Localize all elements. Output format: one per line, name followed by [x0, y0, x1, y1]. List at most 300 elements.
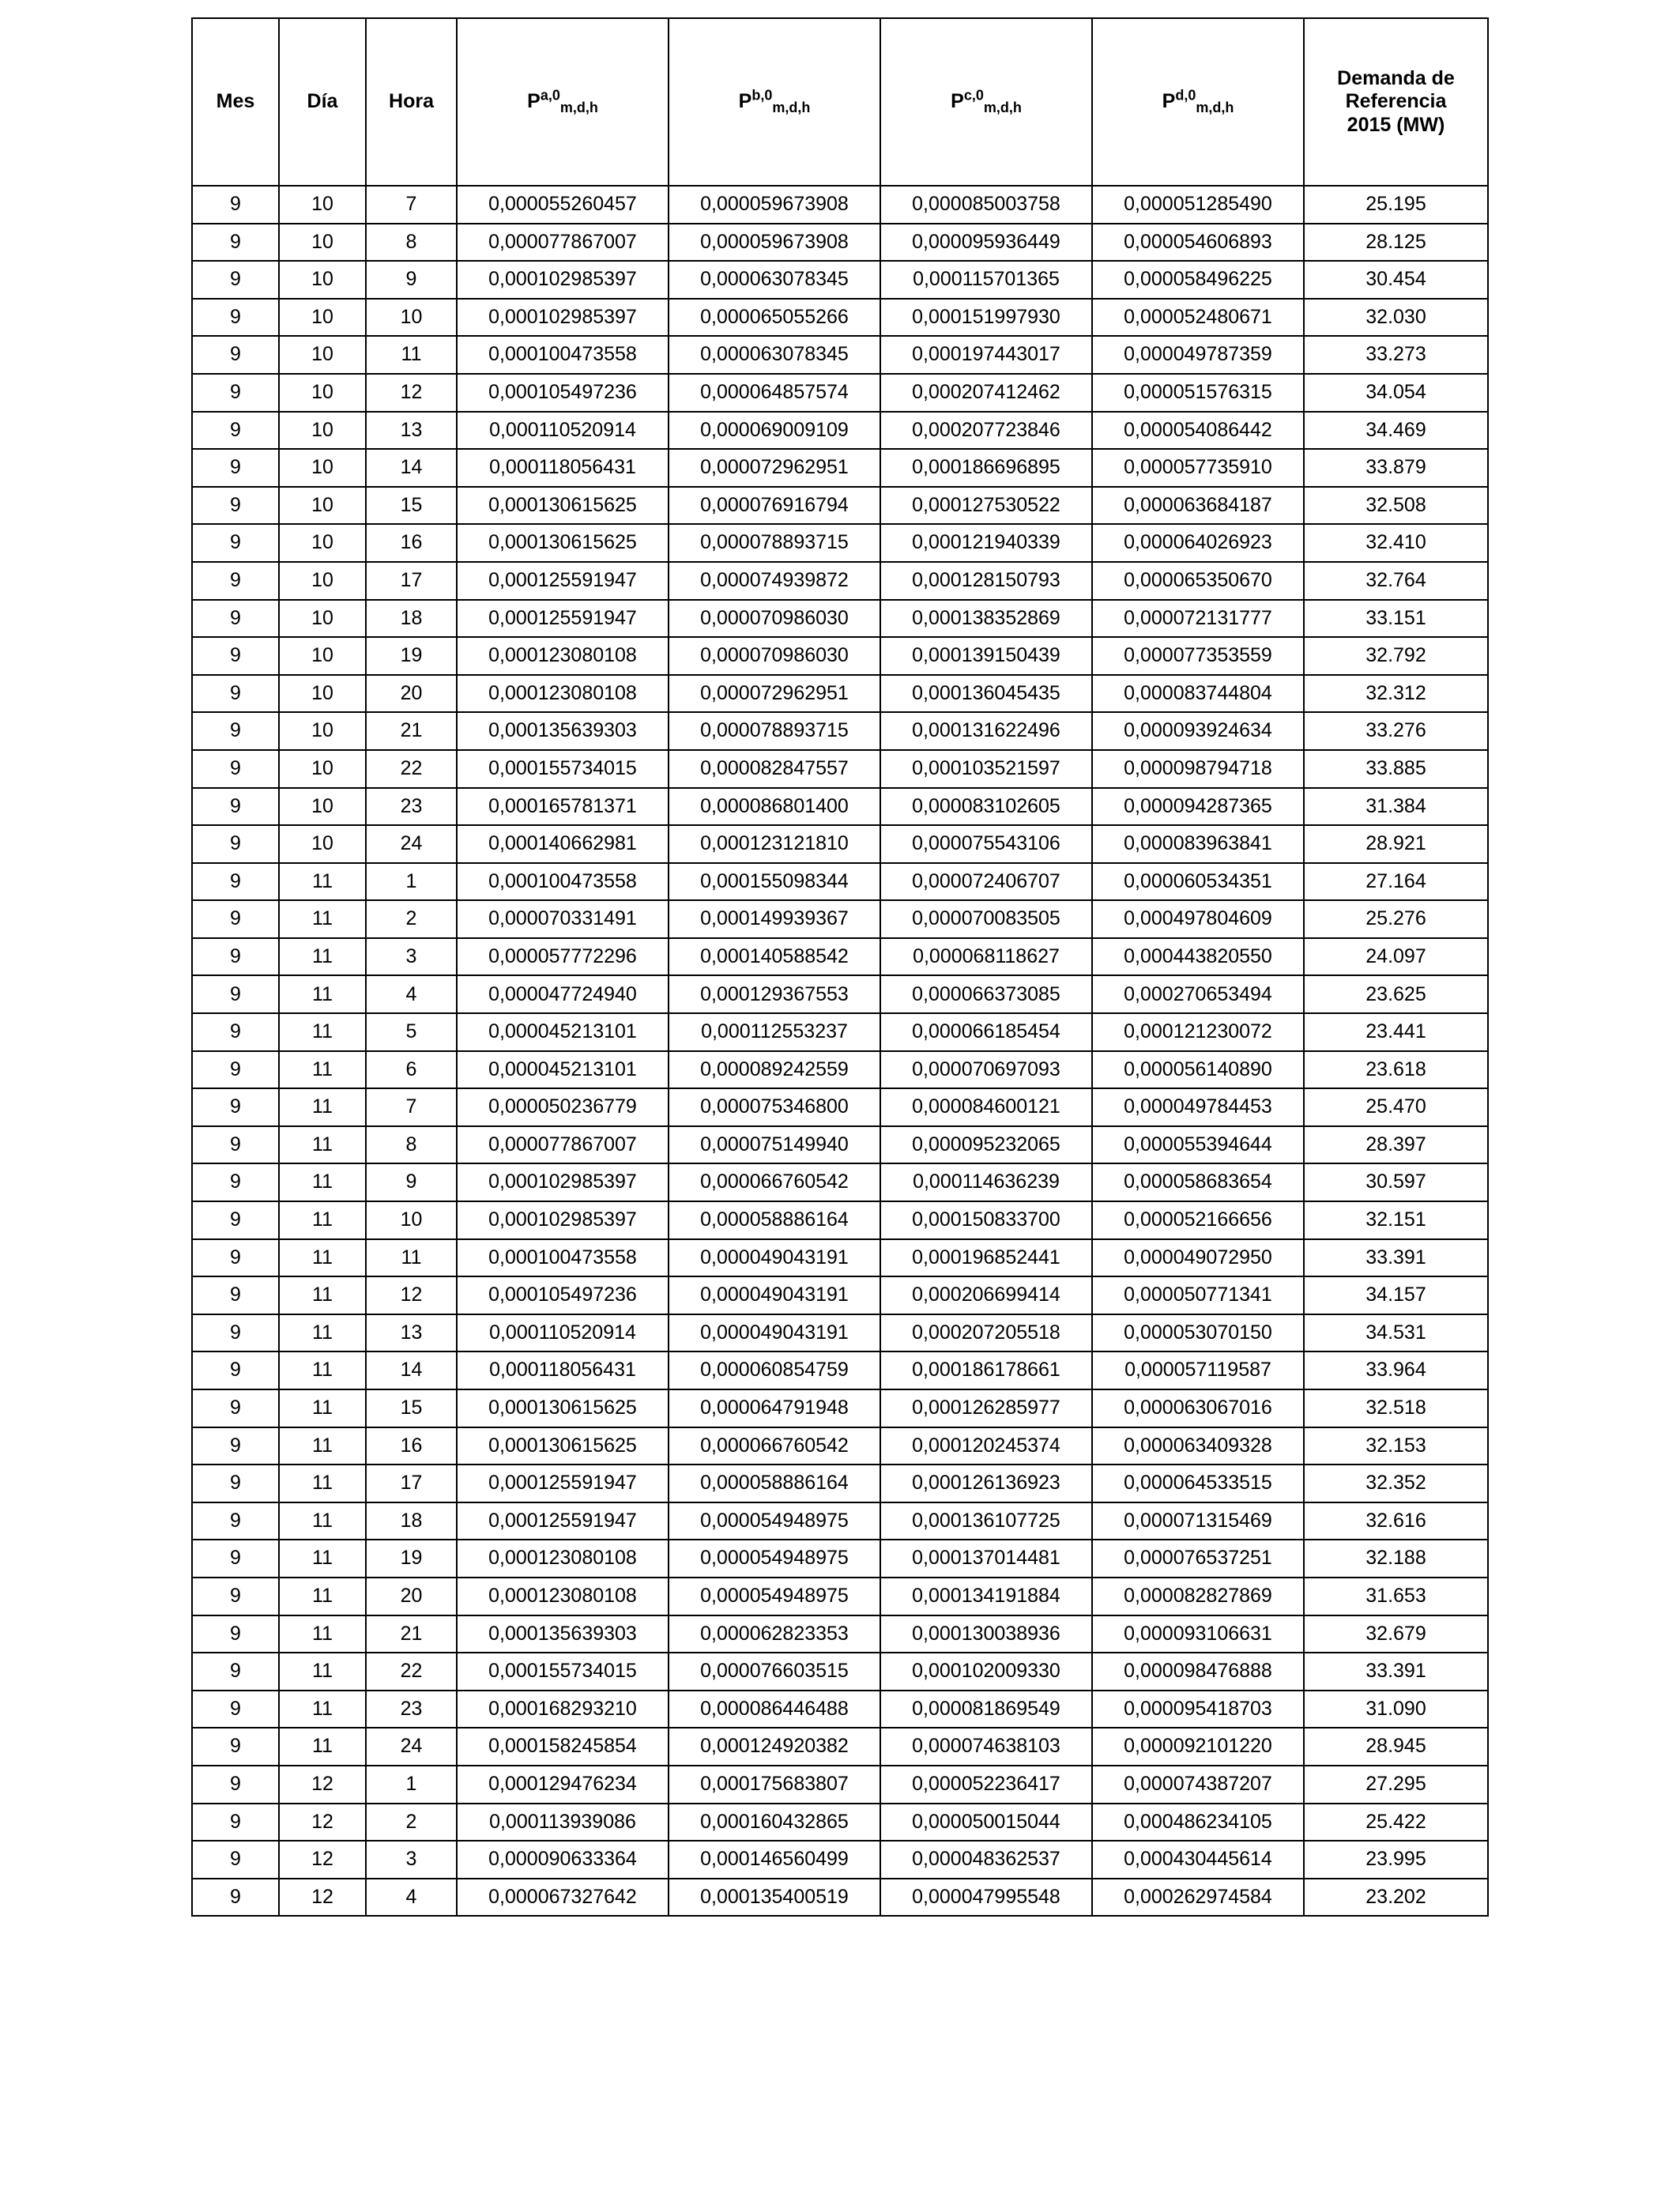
cell-pb: 0,000155098344 [669, 863, 880, 901]
cell-demanda: 33.151 [1304, 600, 1488, 638]
cell-pc: 0,000186696895 [880, 449, 1092, 487]
cell-hora: 2 [366, 1804, 457, 1842]
cell-demanda: 25.276 [1304, 900, 1488, 938]
cell-hora: 6 [366, 1051, 457, 1089]
table-row [192, 487, 1488, 525]
cell-hora: 7 [366, 186, 457, 224]
cell-pb: 0,000135400519 [669, 1879, 880, 1917]
table-row [192, 562, 1488, 600]
cell-demanda: 33.276 [1304, 712, 1488, 750]
table-row [192, 1540, 1488, 1578]
header-label-dia: Día [307, 90, 338, 113]
cell-pb: 0,000075346800 [669, 1088, 880, 1126]
cell-pa: 0,000168293210 [457, 1691, 669, 1728]
cell-pc: 0,000114636239 [880, 1163, 1092, 1201]
cell-hora: 19 [366, 1540, 457, 1578]
table-row [192, 1126, 1488, 1164]
cell-mes: 9 [192, 487, 279, 525]
cell-mes: 9 [192, 1013, 279, 1051]
column-header-mes [192, 18, 279, 186]
cell-mes: 9 [192, 750, 279, 788]
cell-pa: 0,000155734015 [457, 750, 669, 788]
cell-demanda: 23.202 [1304, 1879, 1488, 1917]
cell-mes: 9 [192, 1691, 279, 1728]
cell-pa: 0,000102985397 [457, 299, 669, 337]
cell-hora: 18 [366, 1502, 457, 1540]
cell-pd: 0,000054086442 [1092, 412, 1304, 450]
cell-pd: 0,000049072950 [1092, 1239, 1304, 1277]
cell-hora: 18 [366, 600, 457, 638]
table-row [192, 1465, 1488, 1502]
cell-hora: 4 [366, 975, 457, 1013]
cell-hora: 19 [366, 637, 457, 675]
cell-pb: 0,000062823353 [669, 1615, 880, 1653]
cell-pc: 0,000103521597 [880, 750, 1092, 788]
table-row [192, 412, 1488, 450]
cell-dia: 11 [279, 1276, 366, 1314]
cell-pb: 0,000082847557 [669, 750, 880, 788]
cell-hora: 14 [366, 1351, 457, 1389]
cell-pb: 0,000058886164 [669, 1465, 880, 1502]
cell-demanda: 28.921 [1304, 825, 1488, 863]
cell-mes: 9 [192, 336, 279, 374]
cell-mes: 9 [192, 1276, 279, 1314]
cell-mes: 9 [192, 788, 279, 826]
cell-pd: 0,000486234105 [1092, 1804, 1304, 1842]
cell-pc: 0,000081869549 [880, 1691, 1092, 1728]
cell-mes: 9 [192, 1351, 279, 1389]
demand-data-table [191, 17, 1489, 1917]
table-row [192, 1691, 1488, 1728]
cell-dia: 11 [279, 1201, 366, 1239]
cell-pc: 0,000052236417 [880, 1766, 1092, 1804]
cell-pa: 0,000105497236 [457, 1276, 669, 1314]
cell-pd: 0,000052166656 [1092, 1201, 1304, 1239]
cell-pd: 0,000053070150 [1092, 1314, 1304, 1352]
table-row [192, 1051, 1488, 1089]
cell-pb: 0,000175683807 [669, 1766, 880, 1804]
cell-pc: 0,000136045435 [880, 675, 1092, 713]
table-row [192, 675, 1488, 713]
header-sup-pd: d,0 [1175, 87, 1196, 104]
cell-pc: 0,000095936449 [880, 224, 1092, 262]
cell-pd: 0,000094287365 [1092, 788, 1304, 826]
cell-pa: 0,000135639303 [457, 1615, 669, 1653]
cell-mes: 9 [192, 1239, 279, 1277]
header-demanda-line1: Demanda de [1337, 66, 1455, 89]
cell-pd: 0,000072131777 [1092, 600, 1304, 638]
cell-pa: 0,000100473558 [457, 863, 669, 901]
cell-pa: 0,000125591947 [457, 1465, 669, 1502]
cell-pa: 0,000102985397 [457, 261, 669, 299]
cell-dia: 10 [279, 224, 366, 262]
cell-dia: 10 [279, 449, 366, 487]
header-label-mes: Mes [216, 90, 255, 113]
cell-mes: 9 [192, 825, 279, 863]
cell-mes: 9 [192, 1615, 279, 1653]
cell-dia: 11 [279, 1088, 366, 1126]
cell-dia: 11 [279, 1239, 366, 1277]
cell-pd: 0,000057735910 [1092, 449, 1304, 487]
cell-demanda: 32.764 [1304, 562, 1488, 600]
table-row [192, 1163, 1488, 1201]
cell-pc: 0,000126136923 [880, 1465, 1092, 1502]
cell-demanda: 33.391 [1304, 1653, 1488, 1691]
cell-demanda: 33.391 [1304, 1239, 1488, 1277]
cell-pa: 0,000055260457 [457, 186, 669, 224]
cell-pd: 0,000095418703 [1092, 1691, 1304, 1728]
cell-dia: 10 [279, 336, 366, 374]
cell-demanda: 30.454 [1304, 261, 1488, 299]
cell-demanda: 32.518 [1304, 1389, 1488, 1427]
header-base-pd: P [1162, 90, 1176, 113]
cell-demanda: 34.157 [1304, 1276, 1488, 1314]
cell-demanda: 31.090 [1304, 1691, 1488, 1728]
table-row [192, 1276, 1488, 1314]
cell-pa: 0,000077867007 [457, 224, 669, 262]
cell-pd: 0,000098476888 [1092, 1653, 1304, 1691]
cell-pc: 0,000102009330 [880, 1653, 1092, 1691]
cell-pa: 0,000130615625 [457, 1389, 669, 1427]
table-body [192, 186, 1488, 1916]
cell-dia: 10 [279, 825, 366, 863]
table-row [192, 938, 1488, 976]
cell-hora: 20 [366, 1578, 457, 1615]
cell-pb: 0,000072962951 [669, 449, 880, 487]
cell-pd: 0,000270653494 [1092, 975, 1304, 1013]
cell-pd: 0,000071315469 [1092, 1502, 1304, 1540]
cell-dia: 11 [279, 938, 366, 976]
cell-dia: 10 [279, 412, 366, 450]
cell-pa: 0,000140662981 [457, 825, 669, 863]
cell-demanda: 33.273 [1304, 336, 1488, 374]
cell-pb: 0,000112553237 [669, 1013, 880, 1051]
cell-pd: 0,000054606893 [1092, 224, 1304, 262]
cell-pa: 0,000123080108 [457, 1578, 669, 1615]
cell-pb: 0,000070986030 [669, 637, 880, 675]
cell-pa: 0,000165781371 [457, 788, 669, 826]
cell-hora: 10 [366, 299, 457, 337]
header-sup-pa: a,0 [540, 87, 560, 104]
header-demanda-line3: 2015 (MW) [1347, 113, 1445, 136]
column-header-dia [279, 18, 366, 186]
cell-hora: 5 [366, 1013, 457, 1051]
cell-pa: 0,000130615625 [457, 487, 669, 525]
cell-pd: 0,000055394644 [1092, 1126, 1304, 1164]
cell-pc: 0,000075543106 [880, 825, 1092, 863]
cell-pb: 0,000054948975 [669, 1540, 880, 1578]
cell-pd: 0,000093106631 [1092, 1615, 1304, 1653]
cell-pa: 0,000123080108 [457, 675, 669, 713]
cell-dia: 11 [279, 1615, 366, 1653]
cell-dia: 11 [279, 863, 366, 901]
cell-pa: 0,000100473558 [457, 1239, 669, 1277]
cell-pa: 0,000047724940 [457, 975, 669, 1013]
column-header-pc [880, 18, 1092, 186]
cell-pa: 0,000110520914 [457, 412, 669, 450]
table-row [192, 600, 1488, 638]
cell-pd: 0,000064026923 [1092, 524, 1304, 562]
cell-pb: 0,000078893715 [669, 524, 880, 562]
cell-mes: 9 [192, 1766, 279, 1804]
cell-pb: 0,000086446488 [669, 1691, 880, 1728]
cell-hora: 21 [366, 1615, 457, 1653]
cell-pd: 0,000065350670 [1092, 562, 1304, 600]
cell-demanda: 23.618 [1304, 1051, 1488, 1089]
cell-hora: 10 [366, 1201, 457, 1239]
cell-hora: 17 [366, 562, 457, 600]
cell-pb: 0,000060854759 [669, 1351, 880, 1389]
cell-pb: 0,000066760542 [669, 1427, 880, 1465]
header-sup-pb: b,0 [751, 87, 773, 104]
cell-demanda: 32.030 [1304, 299, 1488, 337]
cell-demanda: 33.964 [1304, 1351, 1488, 1389]
cell-pd: 0,000051576315 [1092, 374, 1304, 412]
cell-hora: 9 [366, 261, 457, 299]
cell-pb: 0,000078893715 [669, 712, 880, 750]
cell-pc: 0,000136107725 [880, 1502, 1092, 1540]
header-sub-pb: m,d,h [772, 100, 811, 116]
cell-pb: 0,000160432865 [669, 1804, 880, 1842]
cell-pc: 0,000095232065 [880, 1126, 1092, 1164]
cell-pd: 0,000443820550 [1092, 938, 1304, 976]
cell-demanda: 25.422 [1304, 1804, 1488, 1842]
cell-pc: 0,000084600121 [880, 1088, 1092, 1126]
cell-mes: 9 [192, 524, 279, 562]
table-row [192, 1351, 1488, 1389]
cell-hora: 24 [366, 825, 457, 863]
cell-mes: 9 [192, 975, 279, 1013]
cell-pa: 0,000123080108 [457, 637, 669, 675]
cell-pd: 0,000049787359 [1092, 336, 1304, 374]
cell-demanda: 32.679 [1304, 1615, 1488, 1653]
cell-dia: 11 [279, 1163, 366, 1201]
cell-mes: 9 [192, 449, 279, 487]
cell-pc: 0,000137014481 [880, 1540, 1092, 1578]
cell-demanda: 23.441 [1304, 1013, 1488, 1051]
cell-mes: 9 [192, 938, 279, 976]
cell-pb: 0,000064791948 [669, 1389, 880, 1427]
cell-demanda: 28.397 [1304, 1126, 1488, 1164]
cell-pd: 0,000093924634 [1092, 712, 1304, 750]
cell-dia: 10 [279, 788, 366, 826]
cell-mes: 9 [192, 1427, 279, 1465]
cell-demanda: 25.470 [1304, 1088, 1488, 1126]
cell-pb: 0,000075149940 [669, 1126, 880, 1164]
cell-demanda: 23.995 [1304, 1841, 1488, 1879]
cell-demanda: 32.153 [1304, 1427, 1488, 1465]
header-sub-pc: m,d,h [983, 100, 1022, 116]
cell-pc: 0,000072406707 [880, 863, 1092, 901]
cell-pc: 0,000206699414 [880, 1276, 1092, 1314]
cell-hora: 1 [366, 1766, 457, 1804]
cell-pb: 0,000054948975 [669, 1578, 880, 1615]
table-row [192, 299, 1488, 337]
header-sup-pc: c,0 [963, 87, 984, 104]
column-header-pb [669, 18, 880, 186]
header-base-pa: P [527, 90, 541, 113]
table-row [192, 1615, 1488, 1653]
table-row [192, 1239, 1488, 1277]
cell-dia: 11 [279, 1728, 366, 1766]
cell-dia: 11 [279, 1427, 366, 1465]
cell-dia: 11 [279, 1691, 366, 1728]
cell-pa: 0,000118056431 [457, 1351, 669, 1389]
cell-dia: 10 [279, 261, 366, 299]
table-row [192, 712, 1488, 750]
cell-hora: 22 [366, 750, 457, 788]
cell-demanda: 34.531 [1304, 1314, 1488, 1352]
cell-pc: 0,000066185454 [880, 1013, 1092, 1051]
cell-demanda: 32.352 [1304, 1465, 1488, 1502]
cell-pc: 0,000074638103 [880, 1728, 1092, 1766]
cell-pb: 0,000063078345 [669, 336, 880, 374]
cell-dia: 10 [279, 562, 366, 600]
cell-mes: 9 [192, 1879, 279, 1917]
cell-mes: 9 [192, 1728, 279, 1766]
table-row [192, 1653, 1488, 1691]
cell-pc: 0,000139150439 [880, 637, 1092, 675]
cell-mes: 9 [192, 1653, 279, 1691]
cell-pa: 0,000050236779 [457, 1088, 669, 1126]
cell-pb: 0,000054948975 [669, 1502, 880, 1540]
cell-pa: 0,000100473558 [457, 336, 669, 374]
cell-hora: 22 [366, 1653, 457, 1691]
cell-hora: 8 [366, 224, 457, 262]
header-sub-pa: m,d,h [559, 100, 598, 116]
cell-pd: 0,000077353559 [1092, 637, 1304, 675]
cell-mes: 9 [192, 675, 279, 713]
cell-dia: 10 [279, 637, 366, 675]
cell-demanda: 28.945 [1304, 1728, 1488, 1766]
header-row [192, 18, 1488, 186]
cell-mes: 9 [192, 1465, 279, 1502]
column-header-pa [457, 18, 669, 186]
table-row [192, 1841, 1488, 1879]
cell-hora: 4 [366, 1879, 457, 1917]
cell-hora: 14 [366, 449, 457, 487]
cell-pd: 0,000076537251 [1092, 1540, 1304, 1578]
cell-hora: 12 [366, 1276, 457, 1314]
cell-pa: 0,000123080108 [457, 1540, 669, 1578]
header-label-hora: Hora [389, 90, 434, 113]
cell-pd: 0,000098794718 [1092, 750, 1304, 788]
cell-pb: 0,000059673908 [669, 224, 880, 262]
cell-demanda: 23.625 [1304, 975, 1488, 1013]
cell-pd: 0,000051285490 [1092, 186, 1304, 224]
cell-hora: 13 [366, 1314, 457, 1352]
cell-mes: 9 [192, 863, 279, 901]
cell-dia: 11 [279, 1578, 366, 1615]
cell-pc: 0,000151997930 [880, 299, 1092, 337]
cell-pb: 0,000146560499 [669, 1841, 880, 1879]
cell-hora: 23 [366, 1691, 457, 1728]
cell-hora: 13 [366, 412, 457, 450]
cell-demanda: 33.879 [1304, 449, 1488, 487]
cell-pd: 0,000058496225 [1092, 261, 1304, 299]
cell-pa: 0,000125591947 [457, 600, 669, 638]
cell-pa: 0,000045213101 [457, 1051, 669, 1089]
cell-pd: 0,000497804609 [1092, 900, 1304, 938]
cell-pb: 0,000129367553 [669, 975, 880, 1013]
table-row [192, 261, 1488, 299]
cell-hora: 9 [366, 1163, 457, 1201]
cell-pc: 0,000197443017 [880, 336, 1092, 374]
cell-hora: 2 [366, 900, 457, 938]
cell-pd: 0,000083963841 [1092, 825, 1304, 863]
cell-pc: 0,000128150793 [880, 562, 1092, 600]
cell-mes: 9 [192, 562, 279, 600]
cell-pd: 0,000063684187 [1092, 487, 1304, 525]
column-header-pd [1092, 18, 1304, 186]
cell-demanda: 32.410 [1304, 524, 1488, 562]
cell-dia: 12 [279, 1879, 366, 1917]
cell-pc: 0,000070697093 [880, 1051, 1092, 1089]
table-row [192, 1728, 1488, 1766]
cell-demanda: 33.885 [1304, 750, 1488, 788]
cell-pc: 0,000068118627 [880, 938, 1092, 976]
cell-mes: 9 [192, 1502, 279, 1540]
cell-dia: 10 [279, 750, 366, 788]
table-row [192, 336, 1488, 374]
cell-pb: 0,000123121810 [669, 825, 880, 863]
cell-mes: 9 [192, 1841, 279, 1879]
cell-pc: 0,000134191884 [880, 1578, 1092, 1615]
cell-demanda: 32.151 [1304, 1201, 1488, 1239]
cell-pc: 0,000150833700 [880, 1201, 1092, 1239]
cell-pb: 0,000049043191 [669, 1314, 880, 1352]
cell-hora: 20 [366, 675, 457, 713]
cell-demanda: 27.164 [1304, 863, 1488, 901]
cell-pc: 0,000138352869 [880, 600, 1092, 638]
cell-pb: 0,000086801400 [669, 788, 880, 826]
cell-hora: 8 [366, 1126, 457, 1164]
column-header-demanda [1304, 18, 1488, 186]
cell-pc: 0,000066373085 [880, 975, 1092, 1013]
cell-pc: 0,000126285977 [880, 1389, 1092, 1427]
cell-pa: 0,000102985397 [457, 1163, 669, 1201]
table-row [192, 1804, 1488, 1842]
cell-pd: 0,000121230072 [1092, 1013, 1304, 1051]
cell-pd: 0,000052480671 [1092, 299, 1304, 337]
cell-mes: 9 [192, 299, 279, 337]
cell-pb: 0,000049043191 [669, 1276, 880, 1314]
cell-pc: 0,000120245374 [880, 1427, 1092, 1465]
cell-hora: 16 [366, 1427, 457, 1465]
cell-dia: 10 [279, 524, 366, 562]
cell-mes: 9 [192, 637, 279, 675]
cell-pb: 0,000076916794 [669, 487, 880, 525]
column-header-hora [366, 18, 457, 186]
cell-pd: 0,000430445614 [1092, 1841, 1304, 1879]
cell-pd: 0,000050771341 [1092, 1276, 1304, 1314]
cell-pc: 0,000085003758 [880, 186, 1092, 224]
cell-pb: 0,000140588542 [669, 938, 880, 976]
table-row [192, 1389, 1488, 1427]
cell-dia: 12 [279, 1766, 366, 1804]
cell-pc: 0,000048362537 [880, 1841, 1092, 1879]
cell-pb: 0,000063078345 [669, 261, 880, 299]
cell-dia: 10 [279, 374, 366, 412]
cell-mes: 9 [192, 1804, 279, 1842]
cell-hora: 17 [366, 1465, 457, 1502]
cell-pa: 0,000130615625 [457, 524, 669, 562]
table-row [192, 449, 1488, 487]
cell-pa: 0,000158245854 [457, 1728, 669, 1766]
table-row [192, 750, 1488, 788]
cell-pa: 0,000102985397 [457, 1201, 669, 1239]
cell-dia: 12 [279, 1804, 366, 1842]
